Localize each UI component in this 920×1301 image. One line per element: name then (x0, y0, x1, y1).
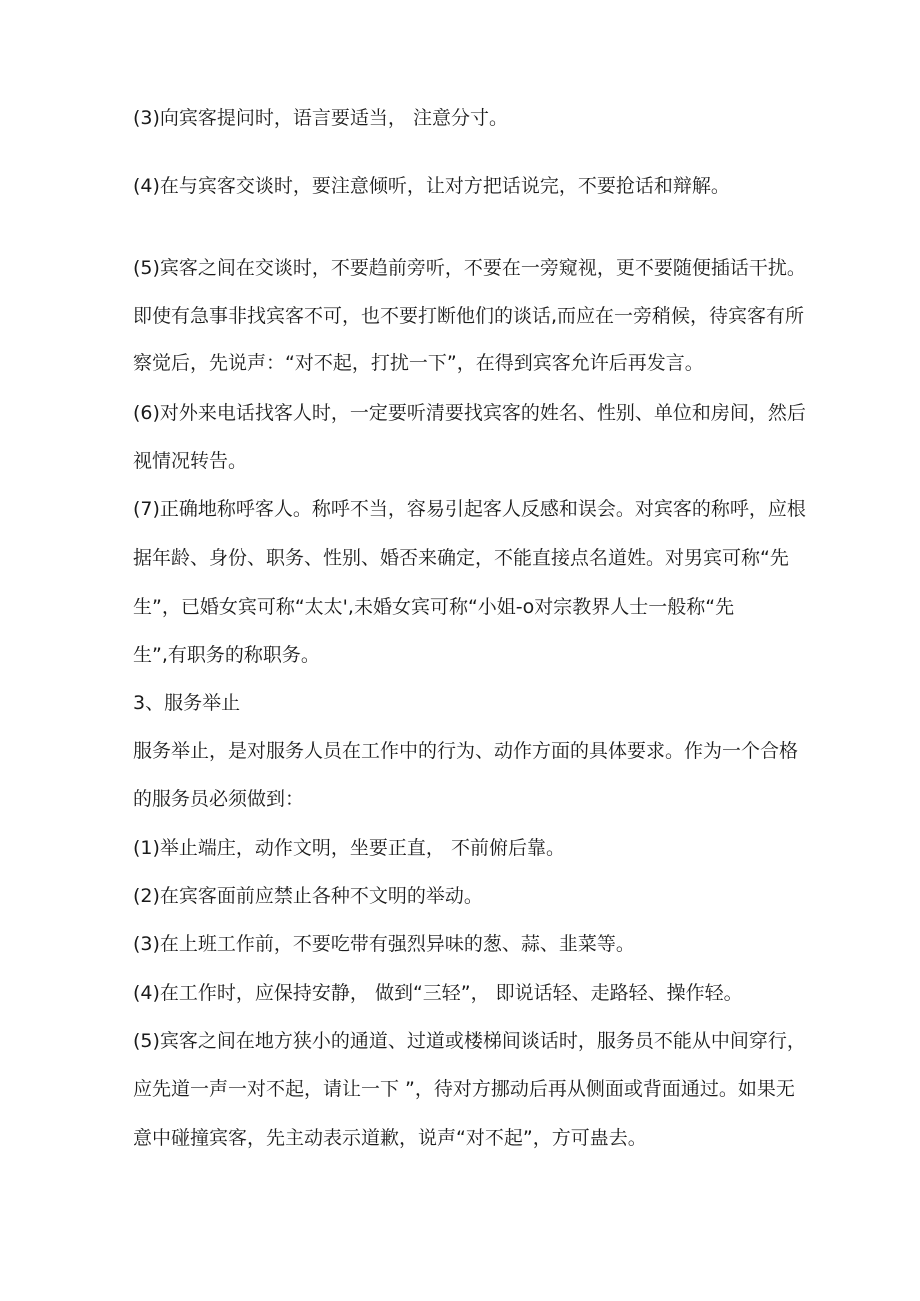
text-line: 视情况转告。 (133, 450, 248, 472)
text-line: 据年龄、身份、职务、性别、婚否来确定，不能直接点名道姓。对男宾可称“先 (133, 547, 789, 569)
section-heading: 3、服务举止 (133, 692, 241, 714)
text-line: (1)举止端庄，动作文明，坐要正直， 不前俯后靠。 (133, 837, 565, 859)
text-line: (3)向宾客提问时，语言要适当， 注意分寸。 (133, 107, 508, 129)
text-line: (5)宾客之间在交谈时，不要趋前旁听，不要在一旁窥视，更不要随便插话干扰。 (133, 257, 806, 279)
text-line: (6)对外来电话找客人时，一定要听清要找宾客的姓名、性别、单位和房间，然后 (133, 402, 806, 424)
text-line: (4)在工作时，应保持安静， 做到“三轻”， 即说话轻、走路轻、操作轻。 (133, 982, 743, 1004)
text-line: 服务举止，是对服务人员在工作中的行为、动作方面的具体要求。作为一个合格 (133, 740, 799, 762)
text-line: 生”,有职务的称职务。 (133, 644, 320, 666)
text-line: 应先道一声一对不起，请让一下 ”，待对方挪动后再从侧面或背面通过。如果无 (133, 1078, 795, 1100)
text-line: (3)在上班工作前，不要吃带有强烈异味的葱、蒜、韭菜等。 (133, 933, 635, 955)
text-line: 察觉后，先说声：“对不起，打扰一下”，在得到宾客允许后再发言。 (133, 352, 704, 374)
text-line: 的服务员必须做到： (133, 788, 305, 810)
text-line: (4)在与宾客交谈时，要注意倾听，让对方把话说完，不要抢话和辩解。 (133, 175, 730, 197)
text-line: (5)宾客之间在地方狭小的通道、过道或楼梯间谈话时，服务员不能从中间穿行， (133, 1030, 806, 1052)
text-line: 意中碰撞宾客，先主动表示道歉，说声“对不起”，方可蛊去。 (133, 1127, 647, 1149)
text-line: (7)正确地称呼客人。称呼不当，容易引起客人反感和误会。对宾客的称呼，应根 (133, 498, 806, 520)
text-line: 生”，已婚女宾可称“太太',未婚女宾可称“小姐-o对宗教界人士一般称“先 (133, 596, 735, 618)
text-line: 即使有急事非找宾客不可，也不要打断他们的谈话,而应在一旁稍候，待宾客有所 (133, 305, 805, 327)
text-line: (2)在宾客面前应禁止各种不文明的举动。 (133, 885, 483, 907)
